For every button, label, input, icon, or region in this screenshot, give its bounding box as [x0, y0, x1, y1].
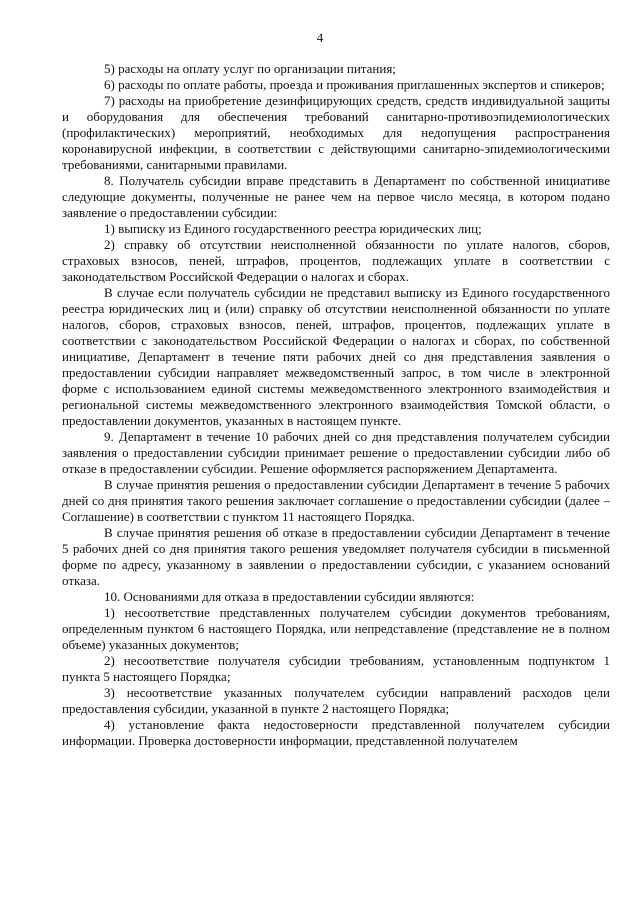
paragraph: В случае принятия решения о предоставлении субсидии Департамент в течение 5 рабочих дней со дня принятия такого решения заключает соглашение о предоставлении субсидии (далее – Соглашение) в соответствии с пунктом 11 настоящего Порядка. — [62, 477, 610, 524]
paragraph: 7) расходы на приобретение дезинфицирующих средств, средств индивидуальной защиты и оборудования для обеспечения требований санитарно-противоэпидемиологических (профилактических) мероприятий, необходимых для недопущения распространения коронавирусной инфекции, в соответствии с действующими санитарно-эпидемиологическими требованиями, санитарными правилами. — [62, 93, 610, 172]
paragraph: 8. Получатель субсидии вправе представить в Департамент по собственной инициативе следующие документы, полученные не ранее чем на первое число месяца, в котором подано заявление о предоставлении субсидии: — [62, 173, 610, 220]
paragraph: В случае принятия решения об отказе в предоставлении субсидии Департамент в течение 5 рабочих дней со дня принятия такого решения уведомляет получателя субсидии в письменной форме по адресу, указанному в заявлении о предоставлении субсидии, с указанием оснований отказа. — [62, 525, 610, 588]
paragraph: 2) справку об отсутствии неисполненной обязанности по уплате налогов, сборов, страховых взносов, пеней, штрафов, процентов, подлежащих уплате в соответствии с законодательством Российской Федерации о налогах и сборах. — [62, 237, 610, 284]
paragraph: В случае если получатель субсидии не представил выписку из Единого государственного реестра юридических лиц и (или) справку об отсутствии неисполненной обязанности по уплате налогов, сборов, страховых взносов, пеней, штрафов, процентов, подлежащих уплате в соответствии с законодательством Российской Федерации о налогах и сборах, по собственной инициативе, Департамент в течение пяти рабочих дней со дня представления заявления о предоставлении субсидии направляет межведомственный запрос, в том числе в электронной форме с использованием единой системы межведомственного электронного взаимодействия и региональной системы межведомственного электронного взаимодействия Томской области, о предоставлении документов, указанных в настоящем пункте. — [62, 285, 610, 428]
paragraph: 1) выписку из Единого государственного реестра юридических лиц; — [104, 221, 482, 236]
paragraph: 9. Департамент в течение 10 рабочих дней со дня представления получателем субсидии заявления о предоставлении субсидии принимает решение о предоставлении субсидии либо об отказе в предоставлении субсидии. Решение оформляется распоряжением Департамента. — [62, 429, 610, 476]
paragraph: 10. Основаниями для отказа в предоставлении субсидии являются: — [104, 589, 475, 604]
paragraph: 3) несоответствие указанных получателем субсидии направлений расходов цели предоставления субсидии, указанной в пункте 2 настоящего Порядка; — [62, 685, 610, 716]
paragraph: 6) расходы по оплате работы, проезда и проживания приглашенных экспертов и спикеров; — [104, 77, 605, 92]
paragraph: 5) расходы на оплату услуг по организации питания; — [104, 61, 396, 76]
paragraph: 4) установление факта недостоверности представленной получателем субсидии информации. Проверка достоверности информации, представленной получателем — [62, 717, 610, 748]
paragraph: 2) несоответствие получателя субсидии требованиям, установленным подпунктом 1 пункта 5 настоящего Порядка; — [62, 653, 610, 684]
paragraph: 1) несоответствие представленных получателем субсидии документов требованиям, определенным пунктом 6 настоящего Порядка, или непредставление (представление не в полном объеме) указанных документов; — [62, 605, 610, 652]
document-body — [62, 61, 610, 749]
page-number: 4 — [316, 30, 324, 45]
